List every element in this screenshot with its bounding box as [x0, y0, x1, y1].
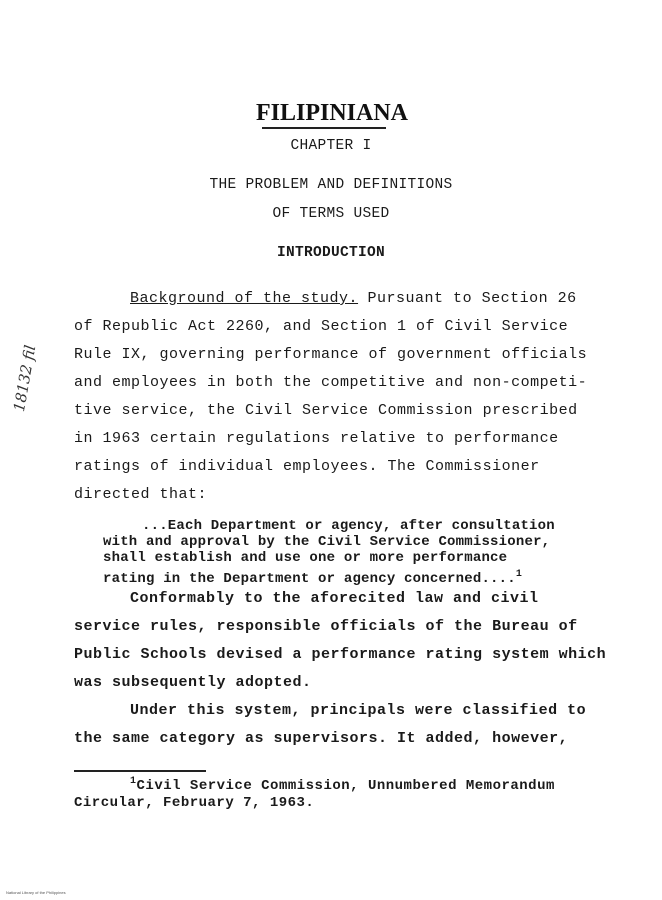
- paragraph-1-line: in 1963 certain regulations relative to performance: [74, 430, 559, 447]
- paragraph-2-line: service rules, responsible officials of the Bureau of: [74, 618, 578, 635]
- quote-line-last: [103, 566, 522, 588]
- background-heading: Background of the study.: [130, 290, 359, 307]
- section-heading: INTRODUCTION: [276, 245, 386, 261]
- paragraph-1-line: ratings of individual employees. The Commissioner: [74, 458, 540, 475]
- chapter-label: CHAPTER I: [290, 138, 372, 154]
- paragraph-1-line: and employees in both the competitive and non-competi-: [74, 374, 588, 391]
- paragraph-1-line-1: [130, 290, 577, 307]
- paragraph-1-line: directed that:: [74, 486, 208, 503]
- filipiniana-stamp: FILIPINIANA: [256, 100, 409, 126]
- paragraph-2-line: Public Schools devised a performance rating system which: [74, 646, 607, 663]
- quote-line: shall establish and use one or more performance: [103, 550, 508, 566]
- paragraph-1-line: Rule IX, governing performance of government officials: [74, 346, 588, 363]
- footnote-line-2: Circular, February 7, 1963.: [74, 795, 315, 811]
- scan-footer: National Library of the Philippines: [6, 890, 66, 895]
- footnote-mark: 1: [130, 776, 137, 787]
- paragraph-2-line: Conformably to the aforecited law and civil: [130, 590, 539, 607]
- footnote-text-1: Civil Service Commission, Unnumbered Memorandum: [136, 778, 555, 794]
- quote-line: rating in the Department or agency concerned....: [103, 571, 516, 587]
- paragraph-1-line: tive service, the Civil Service Commission prescribed: [74, 402, 578, 419]
- stamp-underline: [262, 127, 386, 129]
- chapter-title-line-2: OF TERMS USED: [272, 206, 390, 222]
- footnote-rule: [74, 770, 206, 772]
- paragraph-3-line: Under this system, principals were classified to: [130, 702, 587, 719]
- paragraph-1-line-1-rest: Pursuant to Section 26: [358, 290, 577, 307]
- quote-line: ...Each Department or agency, after consultation: [142, 518, 555, 534]
- quote-line: with and approval by the Civil Service Commissioner,: [103, 534, 551, 550]
- chapter-title-line-1: THE PROBLEM AND DEFINITIONS: [209, 177, 453, 193]
- handwritten-margin-note: 18132 fil: [10, 343, 40, 414]
- footnote-reference: 1: [515, 569, 523, 580]
- footnote-line-1: [130, 776, 555, 794]
- paragraph-1-line: of Republic Act 2260, and Section 1 of Civil Service: [74, 318, 569, 335]
- paragraph-2-line: was subsequently adopted.: [74, 674, 312, 691]
- paragraph-3-line: the same category as supervisors. It added, however,: [74, 730, 569, 747]
